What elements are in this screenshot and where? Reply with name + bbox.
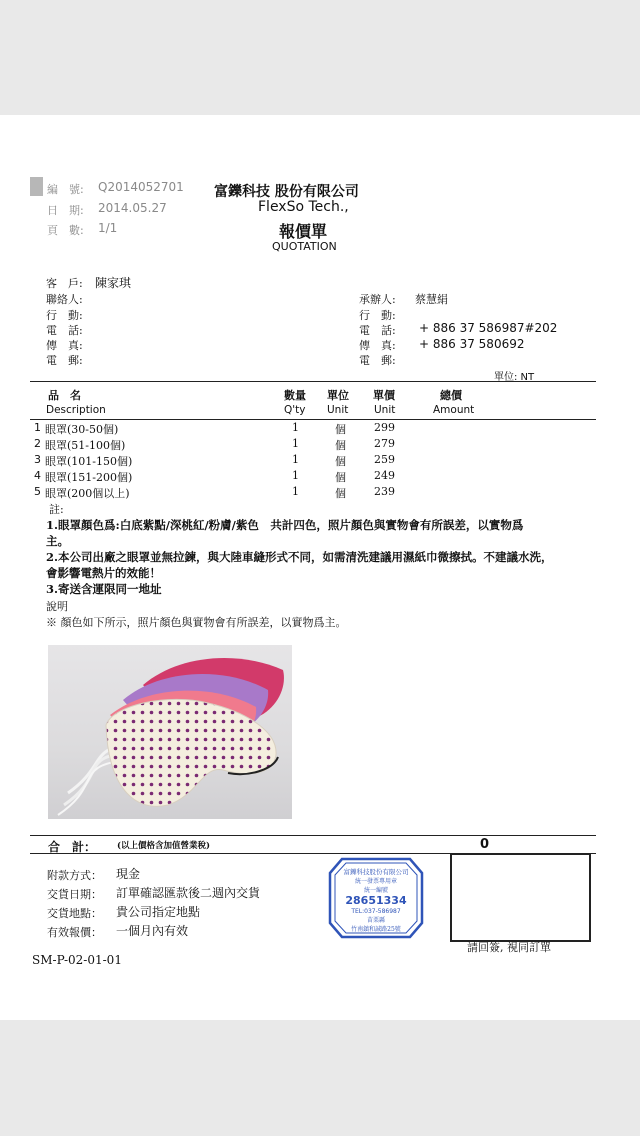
form-code: SM-P-02-01-01: [32, 953, 122, 967]
page-label: 頁 數:: [47, 224, 84, 237]
vendor-fax-label: 傳 真:: [359, 339, 396, 352]
delivery-date-label: 交貨日期：: [47, 888, 102, 901]
company-name-en: FlexSo Tech.,: [258, 199, 349, 215]
handler-label: 承辦人:: [359, 293, 396, 306]
row-price: 259: [374, 453, 395, 466]
row-price: 249: [374, 469, 395, 482]
description-text: ※ 顏色如下所示，照片顏色與實物會有所誤差，以實物爲主。: [46, 616, 347, 629]
row-description: 眼罩(151-200個): [45, 471, 133, 484]
delivery-place-value: 貴公司指定地點: [116, 905, 201, 919]
client-phone-label: 電 話:: [46, 324, 83, 337]
vendor-fax-value: + 886 37 580692: [419, 337, 525, 351]
header-description-en: Description: [46, 404, 106, 416]
row-price: 299: [374, 421, 395, 434]
header-description-zh: 品 名: [48, 389, 81, 402]
row-qty: 1: [292, 421, 299, 434]
table-row: [0, 453, 640, 469]
validity-value: 一個月內有效: [116, 924, 189, 938]
stamp-address: 竹南鎮和誠路25號: [351, 926, 401, 933]
customer-value: 陳家琪: [95, 276, 132, 290]
header-amount-en: Amount: [433, 404, 475, 416]
note-line-1: 1.眼罩顏色爲:白底紫點/深桃紅/粉膚/紫色 共計四色，照片顏色與實物會有所誤差，以實物爲: [46, 518, 524, 532]
unit-note: 單位: NT: [494, 372, 535, 383]
header-price-zh: 單價: [373, 389, 395, 402]
row-unit: 個: [335, 439, 346, 452]
delivery-place-label: 交貨地點：: [47, 907, 102, 920]
header-price-en: Unit: [374, 404, 396, 416]
row-unit: 個: [335, 487, 346, 500]
payment-label: 附款方式：: [47, 869, 102, 882]
row-unit: 個: [335, 455, 346, 468]
stamp-tax-id: 28651334: [345, 894, 407, 907]
header-qty-en: Q'ty: [284, 404, 306, 416]
total-top-rule: [30, 835, 596, 836]
client-mobile-label: 行 動:: [46, 309, 83, 322]
row-number: 1: [34, 421, 41, 434]
serial-label: 編 號:: [47, 183, 84, 196]
row-description: 眼罩(101-150個): [45, 455, 133, 468]
client-fax-label: 傳 真:: [46, 339, 83, 352]
delivery-date-value: 訂單確認匯款後二週內交貨: [116, 886, 261, 900]
stamp-county: 苗栗縣: [366, 917, 386, 924]
row-qty: 1: [292, 469, 299, 482]
note-line-2: 2.本公司出廠之眼罩並無拉鍊，與大陸車縫形式不同，如需清洗建議用濕紙巾微擦拭。不建議水洗，: [46, 550, 553, 564]
vendor-mobile-label: 行 動:: [359, 309, 396, 322]
row-qty: 1: [292, 485, 299, 498]
sign-note: 請回簽, 視同訂單: [467, 941, 551, 954]
vendor-phone-value: + 886 37 586987#202: [419, 321, 558, 335]
tax-note: (以上價格含加值營業稅): [117, 841, 211, 851]
table-row: [0, 437, 640, 453]
note-line-3: 3.寄送含運限同一地址: [46, 582, 162, 596]
row-qty: 1: [292, 437, 299, 450]
quotation-page: [0, 115, 640, 1020]
note-line-2b: 會影響電熱片的效能！: [46, 566, 161, 580]
row-price: 279: [374, 437, 395, 450]
row-price: 239: [374, 485, 395, 498]
row-unit: 個: [335, 471, 346, 484]
signature-box: [450, 853, 591, 942]
handler-value: 蔡慧絹: [415, 293, 448, 306]
doc-title-zh: 報價單: [279, 222, 328, 241]
stamp-seal: [328, 855, 424, 941]
eye-masks-illustration: [48, 645, 292, 819]
payment-value: 現金: [116, 867, 141, 881]
stamp-invoice: 統一發票專用章: [354, 878, 398, 885]
note-line-1b: 主。: [46, 534, 69, 548]
row-qty: 1: [292, 453, 299, 466]
row-number: 2: [34, 437, 41, 450]
row-description: 眼罩(30-50個): [45, 423, 119, 436]
row-unit: 個: [335, 423, 346, 436]
vendor-email-label: 電 郵:: [359, 354, 396, 367]
serial-value: Q2014052701: [98, 180, 184, 194]
stamp-tax-id-label: 統一編號: [363, 887, 389, 894]
stamp-tel: TEL:037-586987: [351, 908, 401, 915]
company-name-zh: 富鑠科技 股份有限公司: [214, 184, 359, 200]
stamp-company: 富鑠科技股份有限公司: [343, 868, 409, 876]
table-header-rule: [30, 419, 596, 420]
eye-mask-photo: [48, 645, 292, 819]
row-number: 5: [34, 485, 41, 498]
date-label: 日 期:: [47, 204, 84, 217]
row-number: 4: [34, 469, 41, 482]
contact-label: 聯絡人:: [46, 293, 83, 306]
date-value: 2014.05.27: [98, 201, 167, 215]
table-row: [0, 469, 640, 485]
total-label: 合 計：: [48, 840, 97, 854]
company-stamp: [328, 855, 424, 941]
table-top-rule: [30, 381, 596, 382]
total-value: 0: [480, 837, 490, 852]
header-unit-zh: 單位: [327, 389, 349, 402]
row-number: 3: [34, 453, 41, 466]
row-description: 眼罩(200個以上): [45, 487, 130, 500]
header-amount-zh: 總價: [440, 389, 462, 402]
doc-title-en: QUOTATION: [272, 240, 337, 253]
client-email-label: 電 郵:: [46, 354, 83, 367]
row-description: 眼罩(51-100個): [45, 439, 126, 452]
page-value: 1/1: [98, 221, 118, 235]
header-qty-zh: 數量: [284, 389, 306, 402]
notes-label: 註:: [49, 503, 64, 516]
gray-marker: [30, 177, 43, 196]
vendor-phone-label: 電 話:: [359, 324, 396, 337]
description-label: 說明: [46, 600, 68, 613]
table-row: [0, 421, 640, 437]
header-unit-en: Unit: [327, 404, 349, 416]
customer-label: 客 戶:: [46, 277, 83, 290]
table-row: [0, 485, 640, 501]
validity-label: 有效報價：: [47, 926, 102, 939]
